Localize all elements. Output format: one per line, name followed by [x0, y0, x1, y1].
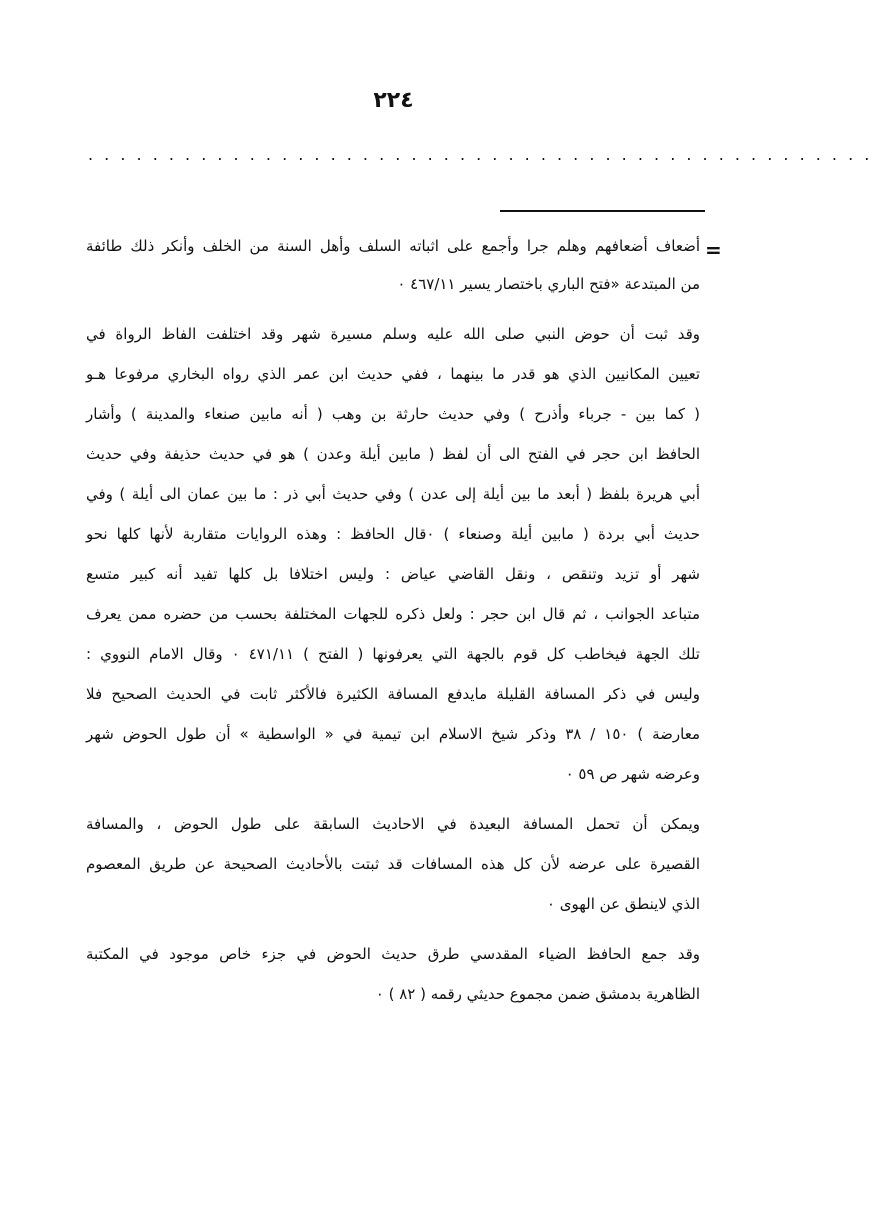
paragraph-1-line: تلك الجهة فيخاطب كل قوم بالجهة التي يعرفونها ( الفتح ) ٤٧١/١١ ٠ وقال الامام النووي : — [86, 645, 700, 663]
paragraph-1-line: أبي هريرة بلفظ ( أبعد ما بين أيلة إلى عدن ) وفي حديث أبي ذر : ما بين عمان الى أيلة ) وفي — [86, 485, 700, 503]
paragraph-1-line: وليس في ذكر المسافة القليلة مايدفع المسافة الكثيرة فالأكثر ثابت في الحديث الصحيح فلا — [86, 685, 700, 703]
footnote-line: أضعاف أضعافهم وهلم جرا وأجمع على اثباته السلف وأهل السنة من الخلف وأنكر ذلك طائفة — [86, 237, 700, 255]
paragraph-3-line: وقد جمع الحافظ الضياء المقدسي طرق حديث الحوض في جزء خاص موجود في المكتبة — [86, 945, 700, 963]
dotted-separator: . . . . . . . . . . . . . . . . . . . . . . . . . . . . . . . . . . . . . . . . . . . . . . . . . — [88, 145, 872, 164]
paragraph-2-line: القصيرة على عرضه لأن كل هذه المسافات قد ثبتت بالأحاديث الصحيحة عن طريق المعصوم — [86, 855, 700, 873]
paragraph-1-line: شهر أو تزيد وتنقص ، ونقل القاضي عياض : وليس اختلافا بل كلها تفيد أنه كبير متسع — [86, 565, 700, 583]
paragraph-1-line: معارضة ) ١٥٠ / ٣٨ وذكر شيخ الاسلام ابن تيمية في « الواسطية » أن طول الحوض شهر — [86, 725, 700, 743]
paragraph-2-line: ويمكن أن تحمل المسافة البعيدة في الاحاديث السابقة على طول الحوض ، والمسافة — [86, 815, 700, 833]
page-number: ٢٢٤ — [373, 88, 414, 113]
paragraph-2-line: الذي لاينطق عن الهوى ٠ — [546, 895, 700, 913]
paragraph-1-line: وقد ثبت أن حوض النبي صلى الله عليه وسلم مسيرة شهر وقد اختلفت الفاظ الرواة في — [86, 325, 700, 343]
footnote-line: من المبتدعة «فتح الباري باختصار يسير ٤٦٧/١١ ٠ — [397, 275, 700, 293]
paragraph-1-line: حديث أبي بردة ( مابين أيلة وصنعاء ) ٠قال الحافظ : وهذه الروايات متقاربة لأنها كلها نحو — [86, 525, 700, 543]
footnote-rule — [500, 210, 705, 212]
paragraph-1-line: متباعد الجوانب ، ثم قال ابن حجر : ولعل ذكره للجهات المختلفة بحسب من حضره ممن يعرف — [86, 605, 700, 623]
paragraph-1-line: تعيين المكانيين الذي هو قدر ما بينهما ، ففي حديث ابن عمر الذي رواه البخاري مرفوعا هـو — [86, 365, 700, 383]
footnote-continuation-mark: = — [705, 238, 722, 262]
paragraph-1-line: ( كما بين - جرباء وأذرح ) وفي حديث حارثة بن وهب ( أنه مابين صنعاء والمدينة ) وأشار — [86, 405, 700, 423]
paragraph-1-line: وعرضه شهر ص ٥٩ ٠ — [565, 765, 700, 783]
paragraph-3-line: الظاهرية بدمشق ضمن مجموع حديثي رقمه ( ٨٢ ) ٠ — [375, 985, 700, 1003]
paragraph-1-line: الحافظ ابن حجر في الفتح الى أن لفظ ( مابين أيلة وعدن ) هو في حديث حذيفة وفي حديث — [86, 445, 700, 463]
